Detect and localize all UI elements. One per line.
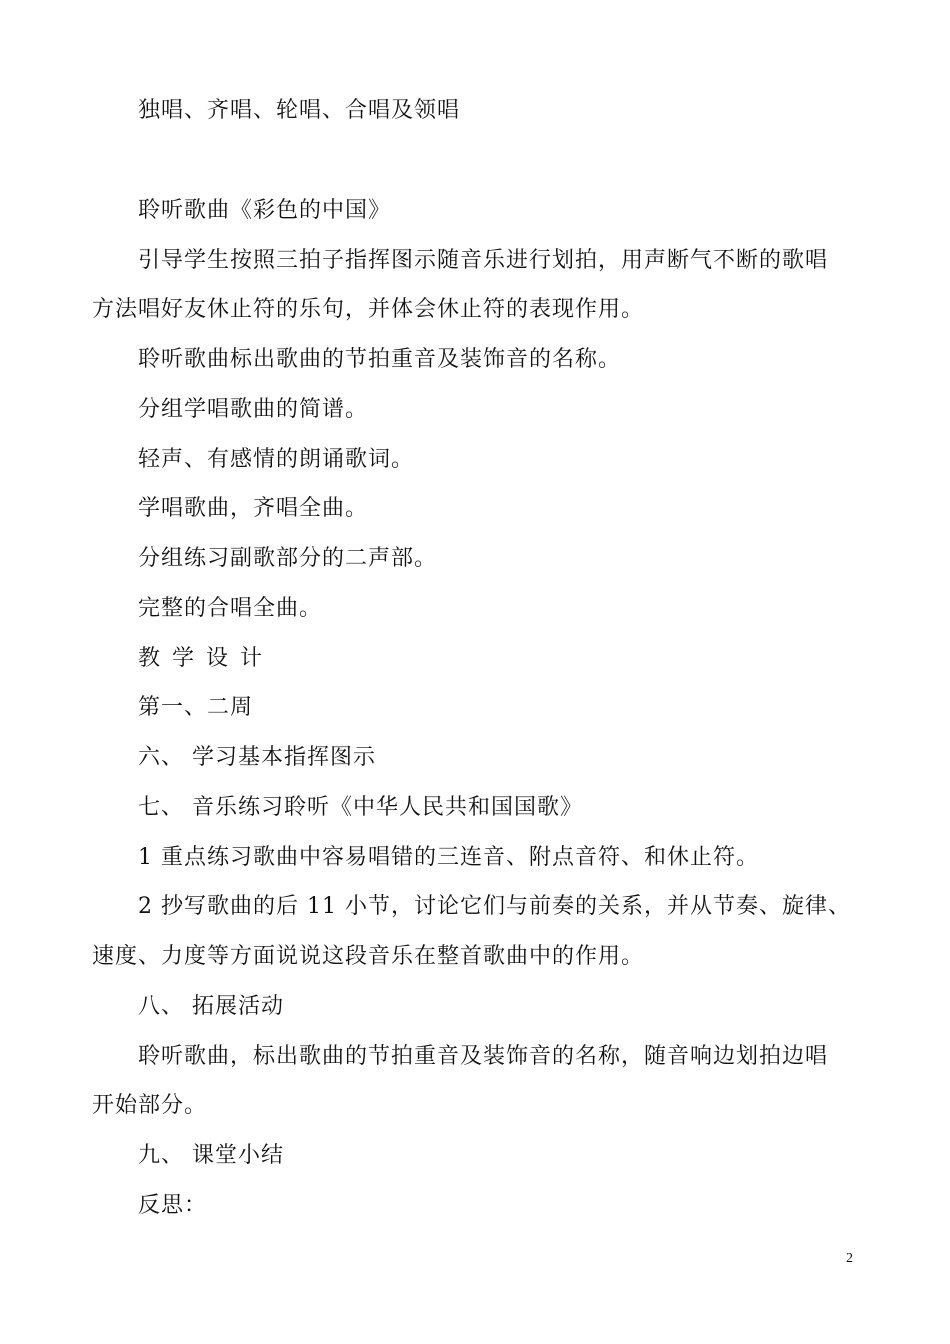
text-line: 分组学唱歌曲的简谱。 bbox=[138, 397, 369, 422]
text-line: 聆听歌曲，标出歌曲的节拍重音及装饰音的名称，随音响边划拍边唱 bbox=[138, 1044, 829, 1069]
list-item: 九、 课堂小结 bbox=[138, 1143, 284, 1168]
section-heading: 教学设计 bbox=[138, 646, 275, 671]
list-item: 八、 拓展活动 bbox=[138, 994, 284, 1019]
text-line: 轻声、有感情的朗诵歌词。 bbox=[138, 447, 415, 472]
text-line: 反思： bbox=[138, 1193, 208, 1218]
list-item: 2 抄写歌曲的后 11 小节，讨论它们与前奏的关系，并从节奏、旋律、 bbox=[138, 894, 851, 919]
text-line: 第一、二周 bbox=[138, 695, 254, 720]
text-line: 聆听歌曲《彩色的中国》 bbox=[138, 198, 392, 223]
text-line: 速度、力度等方面说说这段音乐在整首歌曲中的作用。 bbox=[92, 944, 645, 969]
text-line: 引导学生按照三拍子指挥图示随音乐进行划拍，用声断气不断的歌唱 bbox=[138, 248, 829, 273]
list-item: 六、 学习基本指挥图示 bbox=[138, 745, 376, 770]
text-line: 分组练习副歌部分的二声部。 bbox=[138, 546, 438, 571]
text-line: 完整的合唱全曲。 bbox=[138, 596, 323, 621]
list-item: 1 重点练习歌曲中容易唱错的三连音、附点音符、和休止符。 bbox=[138, 845, 759, 870]
text-line: 开始部分。 bbox=[92, 1093, 208, 1118]
list-item: 七、 音乐练习聆听《中华人民共和国国歌》 bbox=[138, 795, 583, 820]
text-line: 方法唱好友休止符的乐句，并体会休止符的表现作用。 bbox=[92, 297, 645, 322]
text-line: 聆听歌曲标出歌曲的节拍重音及装饰音的名称。 bbox=[138, 347, 622, 372]
text-line: 独唱、齐唱、轮唱、合唱及领唱 bbox=[138, 98, 461, 123]
page-number: 2 bbox=[846, 1251, 853, 1266]
text-line: 学唱歌曲，齐唱全曲。 bbox=[138, 496, 369, 521]
